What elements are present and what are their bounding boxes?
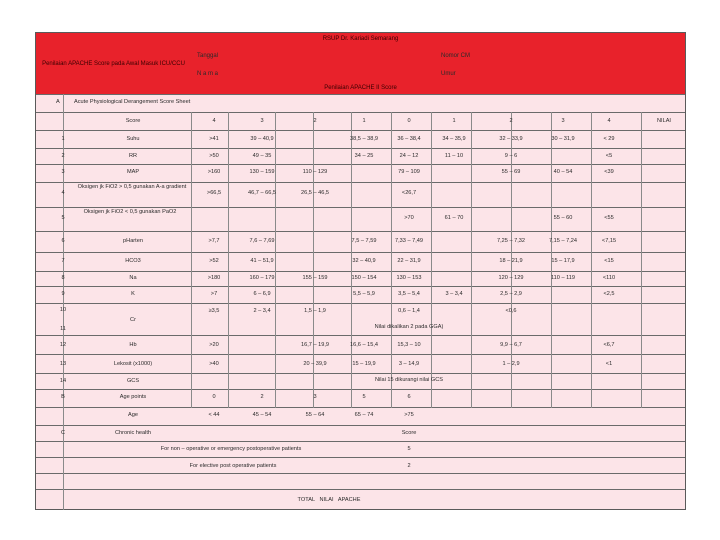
range-cell: 2,5 – 2,9: [500, 291, 522, 297]
grid-line: [36, 389, 685, 390]
grid-line: [36, 425, 685, 426]
age-point: 3: [313, 394, 317, 400]
grid-line: [36, 489, 685, 490]
grid-line: [36, 441, 685, 442]
range-cell: <15: [604, 258, 614, 264]
range-cell: 11 – 10: [444, 153, 464, 159]
row-number: 10: [59, 307, 67, 313]
grid-line: [36, 252, 685, 253]
range-cell: 5,5 – 5,9: [353, 291, 375, 297]
range-cell: 30 – 31,9: [551, 136, 575, 142]
grid-line: [36, 231, 685, 232]
grid-line: [36, 94, 685, 95]
row-number: 12: [59, 342, 67, 348]
grid-line: [431, 112, 432, 408]
range-cell: 155 – 159: [302, 275, 328, 281]
age-row-label: Age: [128, 412, 138, 418]
score-point: 3: [561, 118, 565, 124]
range-cell: <6,7: [603, 342, 615, 348]
range-cell: 32 – 40,9: [352, 258, 376, 264]
range-cell: 34 – 25: [354, 153, 374, 159]
total-apache-label: TOTAL NILAI APACHE: [297, 497, 361, 503]
chronic-health-score: 5: [407, 446, 411, 452]
section-c-letter: C: [60, 430, 66, 436]
range-cell: 120 – 129: [498, 275, 524, 281]
section-title-bar: [36, 83, 685, 94]
row-number: 4: [61, 190, 65, 196]
score-point: 2: [313, 118, 317, 124]
grid-line: [36, 373, 685, 374]
score-point: 2: [509, 118, 513, 124]
grid-line: [591, 112, 592, 408]
age-point: 6: [407, 394, 411, 400]
range-cell: 22 – 31,9: [397, 258, 421, 264]
range-cell: 1,5 – 1,9: [304, 308, 326, 314]
score-point: 3: [260, 118, 264, 124]
grid-line: [275, 112, 276, 408]
range-cell: 3,5 – 5,4: [398, 291, 420, 297]
range-cell: >50: [209, 153, 219, 159]
grid-line: [228, 112, 229, 408]
age-range: 65 – 74: [354, 412, 374, 418]
range-cell: <55: [604, 215, 614, 221]
row-parameter: Lekosit (x1000): [113, 361, 153, 367]
age-label: Umur: [441, 71, 456, 77]
age-point: 0: [212, 394, 216, 400]
row-parameter: MAP: [126, 169, 140, 175]
grid-line: [36, 148, 685, 149]
total-column-label: NILAI: [657, 118, 671, 124]
range-cell: <0,6: [505, 308, 517, 314]
chronic-health-score: 2: [407, 463, 411, 469]
score-point: 0: [407, 118, 411, 124]
range-cell: >70: [404, 215, 414, 221]
record-number-label: Nomor CM: [441, 53, 471, 59]
row-parameter: Na: [129, 275, 137, 281]
range-cell: 36 – 38,4: [397, 136, 421, 142]
row-number: 1: [61, 136, 65, 142]
age-range: 45 – 54: [252, 412, 272, 418]
chronic-health-item: For elective post operative patients: [189, 463, 277, 469]
range-cell: 150 – 154: [351, 275, 377, 281]
age-range: 55 – 64: [305, 412, 325, 418]
range-cell: 3 – 3,4: [445, 291, 463, 297]
grid-line: [36, 457, 685, 458]
grid-line: [36, 112, 685, 113]
range-cell: 7,5 – 7,59: [351, 238, 377, 244]
range-cell: 7,33 – 7,49: [395, 238, 423, 244]
range-cell: 3 – 14,9: [398, 361, 420, 367]
name-age-row: [191, 65, 685, 83]
range-cell: 46,7 – 66,5: [248, 190, 276, 196]
range-cell: 32 – 33,9: [499, 136, 523, 142]
range-cell: >180: [207, 275, 221, 281]
assessment-title-cell: [36, 47, 191, 83]
range-cell: 0,6 – 1,4: [398, 308, 420, 314]
row-parameter: HCO3: [125, 258, 141, 264]
grid-line: [36, 286, 685, 287]
range-cell: < 29: [603, 136, 615, 142]
range-cell: 15 – 19,9: [352, 361, 376, 367]
section-a-letter: A: [56, 99, 60, 105]
grid-line: [36, 271, 685, 272]
range-cell: 15,3 – 10: [397, 342, 421, 348]
date-label: Tanggal: [197, 53, 219, 59]
section-a-title: Acute Physiological Derangement Score Sheet: [74, 99, 191, 105]
range-cell: 26,5 – 46,5: [301, 190, 329, 196]
range-cell: 41 – 51,9: [250, 258, 274, 264]
name-label: N a m a: [197, 71, 219, 77]
date-record-row: [191, 47, 685, 65]
range-cell: 6 – 6,9: [253, 291, 271, 297]
row-parameter: Hb: [129, 342, 137, 348]
range-cell: 79 – 109: [398, 169, 420, 175]
range-cell: 7,15 – 7,24: [549, 238, 577, 244]
row-parameter: pHarten: [123, 238, 143, 244]
range-cell: 1 – 2,9: [502, 361, 520, 367]
range-cell: 16,7 – 19,9: [301, 342, 329, 348]
age-range: >75: [404, 412, 414, 418]
hospital-header: [36, 33, 685, 47]
grid-line: [36, 130, 685, 131]
range-cell: <1: [605, 361, 613, 367]
range-cell: <26,7: [401, 190, 417, 196]
row-parameter: Oksigen jk FiO2 > 0,5 gunakan A-a gradient: [77, 184, 187, 190]
range-cell: <39: [604, 169, 614, 175]
range-cell: 15 – 17,9: [551, 258, 575, 264]
grid-line: [36, 473, 685, 474]
apache-score-sheet: [35, 32, 686, 510]
range-cell: >7,7: [208, 238, 220, 244]
grid-line: [36, 407, 685, 408]
row-number: 14: [59, 378, 67, 384]
range-cell: 55 – 60: [553, 215, 573, 221]
section-title: Penilaian APACHE II Score: [324, 84, 397, 91]
range-cell: 110 – 119: [550, 275, 576, 281]
range-cell: 40 – 54: [553, 169, 573, 175]
assessment-title: Penilaian APACHE Score pada Awal Masuk ICU/CCU: [42, 61, 185, 68]
range-cell: 55 – 69: [501, 169, 521, 175]
chronic-score-label: Score: [401, 430, 417, 436]
range-cell: 160 – 179: [249, 275, 275, 281]
row-number: 5: [61, 215, 65, 221]
score-point: 4: [212, 118, 216, 124]
grid-line: [391, 112, 392, 408]
grid-line: [36, 354, 685, 355]
grid-line: [36, 182, 685, 183]
range-cell: >7: [210, 291, 218, 297]
score-point: 4: [607, 118, 611, 124]
range-cell: 2 – 3,4: [253, 308, 271, 314]
range-cell: 110 – 129: [302, 169, 328, 175]
row-note: Nilai dikalikan 2 pada GGA): [374, 324, 444, 330]
range-cell: >20: [209, 342, 219, 348]
score-point: 1: [452, 118, 456, 124]
range-cell: <5: [605, 153, 613, 159]
range-cell: ≥3,5: [208, 308, 220, 314]
row-parameter: RR: [128, 153, 138, 159]
row-parameter: Cr: [130, 317, 136, 323]
age-point: 5: [362, 394, 366, 400]
chronic-health-item: For non – operative or emergency postoperative patients: [160, 446, 302, 452]
section-b-letter: B: [61, 394, 65, 400]
grid-line: [36, 335, 685, 336]
range-cell: 18 – 21,9: [499, 258, 523, 264]
row-parameter: K: [131, 291, 135, 297]
range-cell: 38,5 – 38,9: [350, 136, 378, 142]
row-parameter: Oksigen jk FiO2 < 0,5 gunakan PaO2: [83, 209, 177, 215]
grid-line: [36, 164, 685, 165]
range-cell: 9,9 – 6,7: [500, 342, 522, 348]
row-number: 11: [60, 326, 66, 332]
range-cell: 9 – 6: [504, 153, 518, 159]
row-number: 9: [61, 291, 65, 297]
range-cell: 61 – 70: [444, 215, 464, 221]
range-cell: >41: [209, 136, 219, 142]
score-label: Score: [125, 118, 141, 124]
range-cell: >160: [207, 169, 221, 175]
row-note: Nilai 15 dikurangi nilai GCS: [374, 377, 444, 383]
range-cell: <110: [602, 275, 616, 281]
range-cell: 39 – 40,9: [250, 136, 274, 142]
range-cell: 49 – 35: [252, 153, 272, 159]
row-number: 6: [61, 238, 65, 244]
hospital-name: RSUP Dr. Kariadi Semarang: [322, 36, 399, 43]
grid-line: [471, 112, 472, 408]
range-cell: 7,25 – 7,32: [497, 238, 525, 244]
row-number: 8: [61, 275, 65, 281]
range-cell: <2,5: [603, 291, 615, 297]
range-cell: <7,15: [601, 238, 617, 244]
grid-line: [641, 112, 642, 408]
row-parameter: Suhu: [126, 136, 140, 142]
range-cell: >66,5: [206, 190, 222, 196]
grid-line: [36, 303, 685, 304]
section-b-title: Age points: [119, 394, 147, 400]
row-number: 7: [61, 258, 65, 264]
row-number: 3: [61, 169, 65, 175]
range-cell: 130 – 159: [249, 169, 275, 175]
score-point: 1: [362, 118, 366, 124]
range-cell: 16,6 – 15,4: [350, 342, 378, 348]
range-cell: 130 – 153: [396, 275, 422, 281]
range-cell: >52: [209, 258, 219, 264]
range-cell: 20 – 39,9: [303, 361, 327, 367]
range-cell: >40: [209, 361, 219, 367]
row-parameter: GCS: [126, 378, 140, 384]
grid-line: [191, 112, 192, 408]
range-cell: 34 – 35,9: [442, 136, 466, 142]
range-cell: 24 – 12: [399, 153, 419, 159]
grid-line: [36, 207, 685, 208]
age-point: 2: [260, 394, 264, 400]
age-range: < 44: [208, 412, 220, 418]
section-c-title: Chronic health: [114, 430, 152, 436]
range-cell: 7,6 – 7,69: [249, 238, 275, 244]
row-number: 13: [59, 361, 67, 367]
row-number: 2: [61, 153, 65, 159]
